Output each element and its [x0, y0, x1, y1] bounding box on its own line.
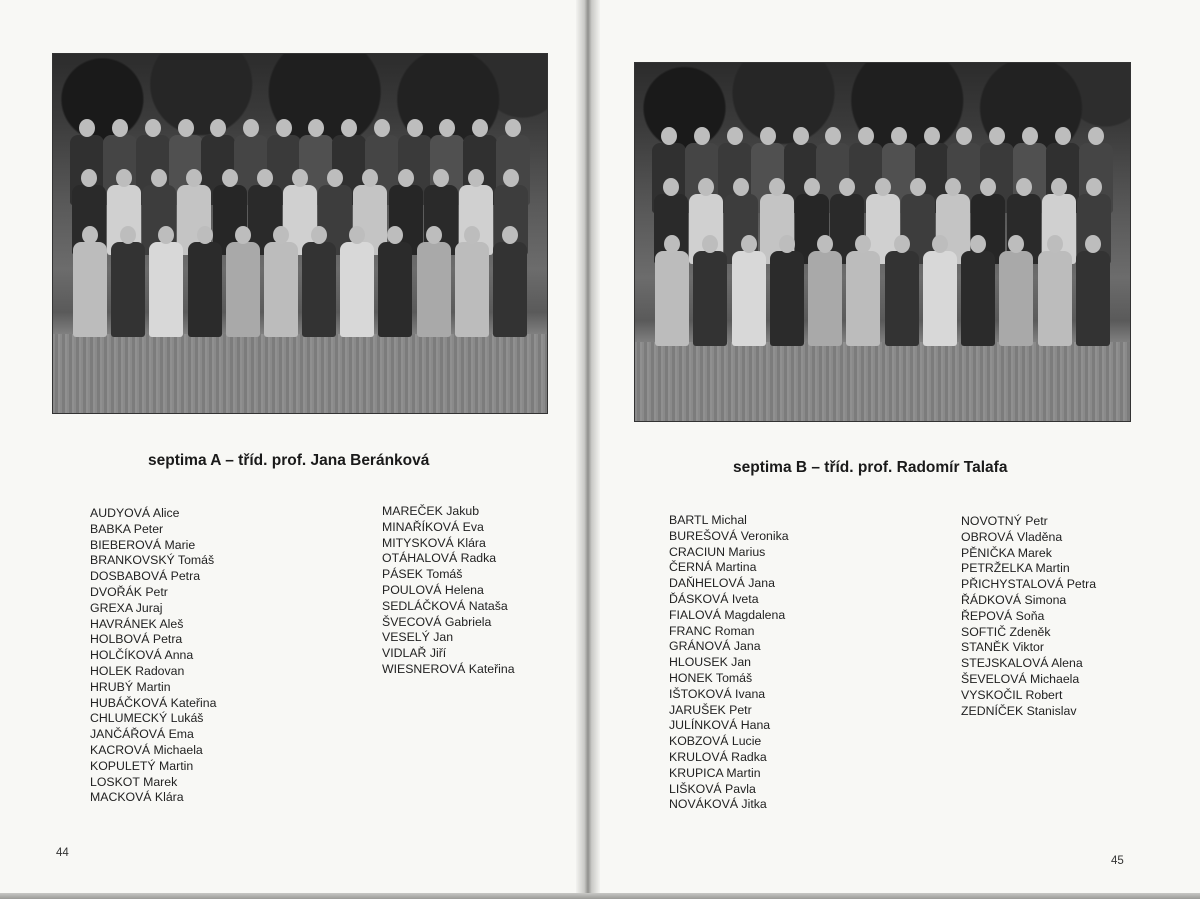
student-name: IŠTOKOVÁ Ivana — [669, 686, 766, 701]
student-name: OTÁHALOVÁ Radka — [382, 551, 497, 566]
student-name: PŘICHYSTALOVÁ Petra — [961, 577, 1097, 592]
student-name: HOLEK Radovan — [90, 663, 185, 678]
student-name: WIESNEROVÁ Kateřina — [382, 661, 515, 676]
student-name: JULÍNKOVÁ Hana — [669, 718, 771, 733]
student-figure — [414, 226, 454, 336]
student-name: HLOUSEK Jan — [669, 655, 752, 670]
student-figure — [996, 235, 1036, 345]
student-figure — [146, 226, 186, 336]
student-name: KOPULETÝ Martin — [90, 758, 194, 773]
student-name: VYSKOČIL Robert — [961, 687, 1063, 702]
student-name: MITYSKOVÁ Klára — [382, 535, 486, 550]
student-list-septima-a-col2 — [382, 504, 515, 678]
student-name: KOBZOVÁ Lucie — [669, 734, 762, 749]
student-figure — [843, 235, 883, 345]
student-name: VESELÝ Jan — [382, 630, 454, 645]
student-name: NOVÁKOVÁ Jitka — [669, 797, 767, 812]
student-figure — [337, 226, 377, 336]
student-list-septima-a-col1 — [90, 506, 216, 806]
book-gutter — [576, 0, 600, 899]
student-name: AUDYOVÁ Alice — [90, 506, 180, 520]
student-name: HAVRÁNEK Aleš — [90, 616, 184, 631]
student-name: FIALOVÁ Magdalena — [669, 607, 786, 622]
student-name: BUREŠOVÁ Veronika — [669, 528, 789, 543]
class-photo-septima-b — [634, 62, 1131, 422]
student-name: HOLČÍKOVÁ Anna — [90, 648, 194, 663]
student-figure — [805, 235, 845, 345]
student-name: ĎÁSKOVÁ Iveta — [669, 591, 759, 606]
student-name: MACKOVÁ Klára — [90, 790, 184, 805]
student-name: SOFTIČ Zdeněk — [961, 624, 1051, 639]
student-figure — [958, 235, 998, 345]
student-name: CHLUMECKÝ Lukáš — [90, 711, 204, 726]
student-name: ŠVECOVÁ Gabriela — [382, 614, 492, 629]
student-figure — [920, 235, 960, 345]
student-figure — [1035, 235, 1075, 345]
student-name: HOLBOVÁ Petra — [90, 632, 183, 647]
student-name: CRACIUN Marius — [669, 544, 766, 559]
student-name: SEDLÁČKOVÁ Nataša — [382, 598, 508, 613]
student-name: HONEK Tomáš — [669, 670, 753, 685]
student-name: PETRŽELKA Martin — [961, 561, 1070, 576]
student-figure — [223, 226, 263, 336]
student-name: JARUŠEK Petr — [669, 702, 752, 717]
student-name: DOSBABOVÁ Petra — [90, 569, 201, 584]
student-list-septima-b-col2 — [961, 514, 1096, 719]
student-name: MAREČEK Jakub — [382, 504, 480, 518]
student-name: STANĚK Viktor — [961, 640, 1044, 655]
student-name: KRUPICA Martin — [669, 765, 761, 780]
student-figure — [452, 226, 492, 336]
student-name: PÁSEK Tomáš — [382, 567, 463, 582]
student-figure — [70, 226, 110, 336]
student-name: ŘEPOVÁ Soňa — [961, 608, 1045, 623]
student-name: ŘÁDKOVÁ Simona — [961, 592, 1067, 607]
page-number-left: 44 — [56, 847, 69, 859]
lawn — [53, 334, 547, 413]
student-figure — [1073, 235, 1113, 345]
student-name: GRÁNOVÁ Jana — [669, 639, 761, 654]
student-figure — [375, 226, 415, 336]
student-name: PĚNIČKA Marek — [961, 545, 1052, 560]
student-name: DVOŘÁK Petr — [90, 584, 168, 599]
student-figure — [185, 226, 225, 336]
student-name: LOSKOT Marek — [90, 774, 178, 789]
page-bottom-edge — [0, 893, 1200, 899]
student-name: BABKA Peter — [90, 521, 164, 536]
student-figure — [490, 226, 530, 336]
student-figure — [261, 226, 301, 336]
page-number-right: 45 — [1111, 855, 1124, 867]
student-figure — [729, 235, 769, 345]
student-name: VIDLAŘ Jiří — [382, 646, 447, 661]
student-name: ČERNÁ Martina — [669, 560, 757, 575]
caption-septima-a: septima A – tříd. prof. Jana Beránková — [148, 452, 430, 469]
student-figure — [690, 235, 730, 345]
student-name: HRUBÝ Martin — [90, 679, 171, 694]
student-name: KRULOVÁ Radka — [669, 749, 767, 764]
class-photo-septima-a — [52, 53, 548, 414]
student-name: GREXA Juraj — [90, 600, 163, 615]
student-figure — [652, 235, 692, 345]
student-name: ŠEVELOVÁ Michaela — [961, 671, 1080, 686]
student-name: OBROVÁ Vladěna — [961, 529, 1063, 544]
student-figure — [299, 226, 339, 336]
student-name: DAŇHELOVÁ Jana — [669, 576, 775, 591]
student-name: BRANKOVSKÝ Tomáš — [90, 553, 215, 568]
student-name: LIŠKOVÁ Pavla — [669, 781, 756, 796]
student-name: MINAŘÍKOVÁ Eva — [382, 519, 484, 534]
student-name: JANČÁŘOVÁ Ema — [90, 727, 194, 742]
student-name: ZEDNÍČEK Stanislav — [961, 703, 1077, 718]
student-figure — [108, 226, 148, 336]
student-name: BARTL Michal — [669, 513, 747, 527]
student-name: NOVOTNÝ Petr — [961, 514, 1048, 528]
student-list-septima-b-col1 — [669, 513, 789, 813]
student-name: HUBÁČKOVÁ Kateřina — [90, 695, 217, 710]
lawn — [635, 342, 1130, 421]
student-name: STEJSKALOVÁ Alena — [961, 656, 1083, 671]
student-name: FRANC Roman — [669, 623, 755, 638]
student-name: KACROVÁ Michaela — [90, 742, 203, 757]
caption-septima-b: septima B – tříd. prof. Radomír Talafa — [733, 459, 1008, 476]
student-name: BIEBEROVÁ Marie — [90, 537, 196, 552]
student-name: POULOVÁ Helena — [382, 582, 484, 597]
student-figure — [767, 235, 807, 345]
student-figure — [882, 235, 922, 345]
